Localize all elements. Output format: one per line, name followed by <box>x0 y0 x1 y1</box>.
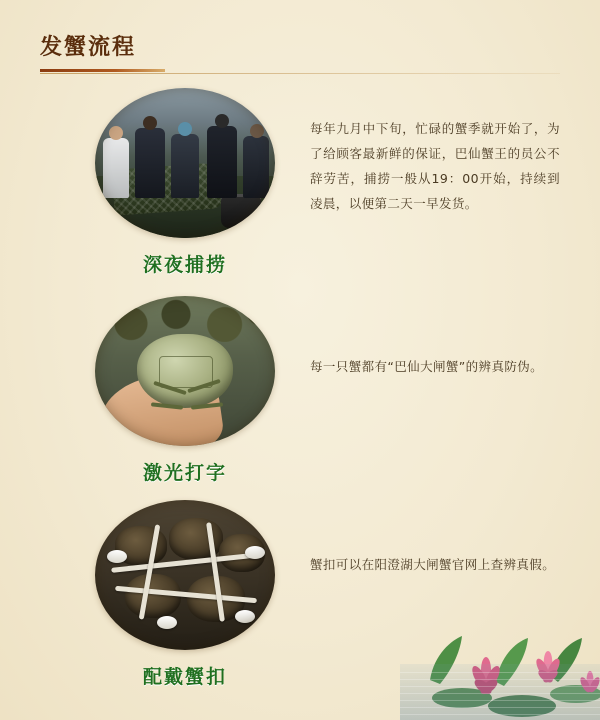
crab-shape <box>187 576 245 622</box>
worker-head <box>109 126 123 140</box>
laser-engraving-text: 每一只蟹都有“巴仙大闸蟹”的辨真防伪。 <box>310 359 544 374</box>
worker-figure <box>243 136 269 198</box>
crab-tag-photo <box>95 500 275 650</box>
binding-rope <box>139 524 161 619</box>
night-fishing-text: 每年九月中下旬，忙碌的蟹季就开始了，为了给顾客最新鲜的保证，巴仙蟹王的员公不辞劳苦，捕捞一般从19：00开始，持续到凌晨，以便第二天一早发货。 <box>310 121 560 211</box>
binding-rope <box>206 522 225 622</box>
background-crabs-shape <box>95 296 275 342</box>
water-ripple-shape <box>400 664 600 720</box>
laser-engraving-caption: 激光打字 <box>142 462 227 484</box>
worker-figure <box>135 128 165 198</box>
fishing-net-shape <box>112 162 223 215</box>
hand-shape <box>96 368 226 446</box>
page-header <box>40 30 560 74</box>
page-title: 发蟹流程 <box>40 35 137 60</box>
bucket-shape <box>221 194 261 228</box>
boat-deck-shape <box>95 176 275 238</box>
laser-engraving-photo <box>95 296 275 446</box>
crab-tag-shape <box>245 546 265 559</box>
crab-tag-shape <box>235 610 255 623</box>
crab-shape <box>169 518 223 560</box>
crab-tag-shape <box>157 616 177 629</box>
worker-head <box>143 116 157 130</box>
crab-shape <box>219 534 265 572</box>
crab-shape <box>125 574 181 618</box>
worker-head <box>250 124 264 138</box>
title-underline-thin <box>40 73 560 74</box>
crab-shape <box>115 526 167 566</box>
lotus-icon <box>400 610 600 720</box>
title-underline-accent <box>40 69 165 72</box>
worker-head <box>178 122 192 136</box>
crab-shell-shape <box>137 334 233 408</box>
crab-leg <box>151 402 183 409</box>
worker-figure <box>171 134 199 198</box>
night-fishing-photo <box>95 88 275 238</box>
crab-tag-shape <box>107 550 127 563</box>
binding-rope <box>115 586 257 603</box>
crab-tag-text: 蟹扣可以在阳澄湖大闸蟹官网上查辨真假。 <box>310 557 556 572</box>
laser-engraving-photo-image <box>95 296 275 446</box>
night-fishing-caption: 深夜捕捞 <box>142 254 227 276</box>
night-fishing-photo-image <box>95 88 275 238</box>
worker-figure <box>207 126 237 198</box>
crab-tag-photo-image <box>95 500 275 650</box>
crab-leg <box>187 379 221 393</box>
worker-head <box>215 114 229 128</box>
crab-tag-caption: 配戴蟹扣 <box>142 666 227 688</box>
crab-leg <box>153 381 187 395</box>
worker-figure <box>103 138 129 198</box>
crab-leg <box>191 402 223 409</box>
lotus-flower-decoration <box>400 610 600 720</box>
binding-rope <box>111 552 261 573</box>
